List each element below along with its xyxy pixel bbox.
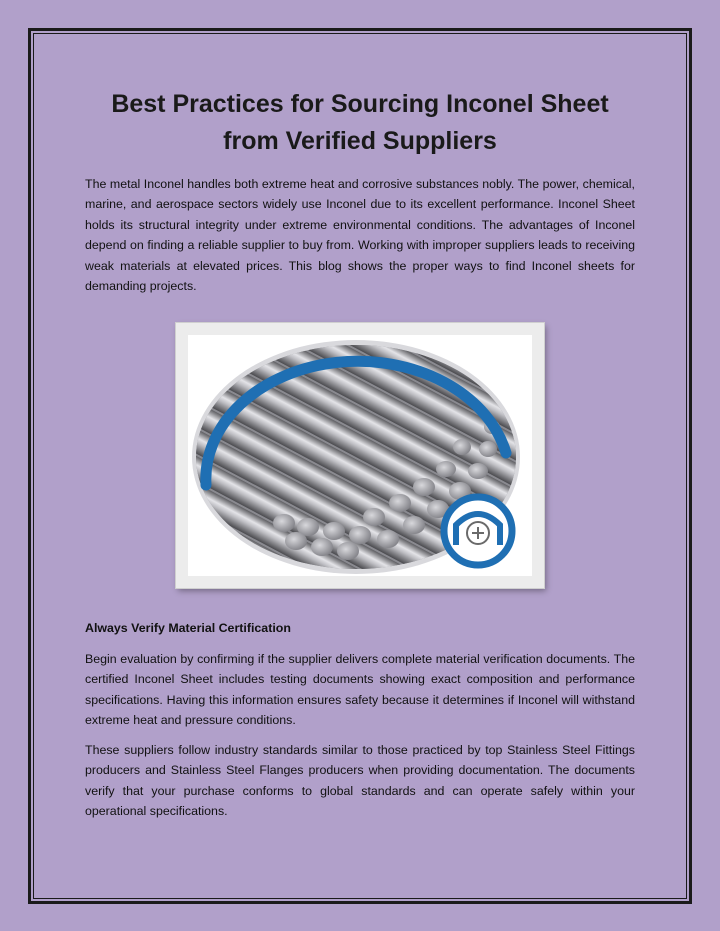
intro-paragraph: The metal Inconel handles both extreme heat and corrosive substances nobly. The power, chemical, marine, and aerospace sectors widely use Inconel due to its excellent performance. Inconel Sheet holds its structural integrity under extreme environmental conditions. The advantages of Inconel depend on finding a reliable supplier to buy from. Working with improper suppliers leads to receiving weak materials at elevated prices. This blog shows the proper ways to find Inconel sheets for demanding projects. xyxy=(85,177,635,294)
metal-round-bars-image xyxy=(188,335,532,576)
page-title: Best Practices for Sourcing Inconel Sheet from Verified Suppliers xyxy=(111,90,609,155)
company-logo-icon xyxy=(444,497,512,565)
product-image-frame xyxy=(176,323,544,588)
round-bars-illustration xyxy=(188,335,532,576)
section-heading: Always Verify Material Certification xyxy=(85,621,291,635)
section-paragraph-1: Begin evaluation by confirming if the supplier delivers complete material verification documents. The certified Inconel Sheet includes testing documents showing exact composition and performance specifications. Having this information ensures safety because it determines if Inconel will withstand extreme heat and pressure conditions. xyxy=(85,652,635,728)
article-body xyxy=(85,86,635,296)
section-paragraph-2: These suppliers follow industry standards similar to those practiced by top Stainless Steel Fittings producers and Stainless Steel Flanges producers when providing documentation. The documents verify that your purchase conforms to global standards and can operate safely within your operational specifications. xyxy=(85,743,635,819)
